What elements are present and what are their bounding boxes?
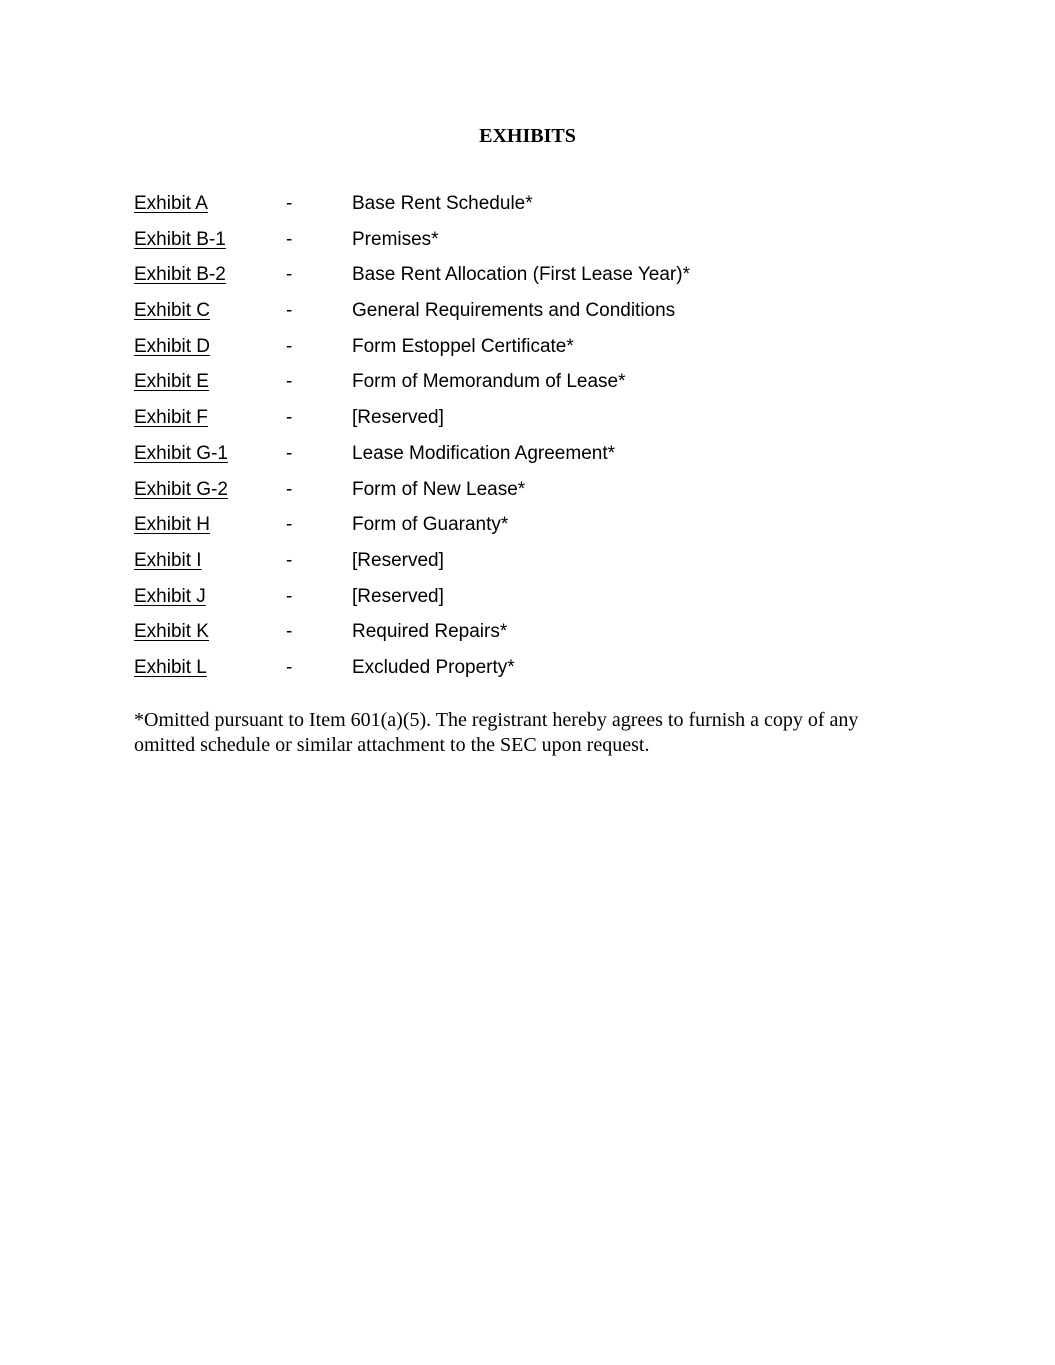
exhibit-row <box>134 475 934 511</box>
exhibit-row <box>134 332 934 368</box>
exhibit-dash: - <box>286 656 293 678</box>
exhibit-id: Exhibit G-2 <box>134 478 228 500</box>
exhibit-description: Form of Memorandum of Lease* <box>352 371 626 393</box>
exhibit-row <box>134 617 934 653</box>
exhibit-description: Form Estoppel Certificate* <box>352 335 574 357</box>
exhibit-dash: - <box>286 300 293 322</box>
exhibit-dash: - <box>286 549 293 571</box>
exhibit-row <box>134 403 934 439</box>
exhibit-list <box>134 189 934 689</box>
exhibit-id: Exhibit D <box>134 335 211 357</box>
exhibit-id: Exhibit I <box>134 549 202 571</box>
page-title: EXHIBITS <box>479 125 576 147</box>
exhibit-description: Form of Guaranty* <box>352 514 509 536</box>
exhibit-row <box>134 225 934 261</box>
exhibit-dash: - <box>286 621 293 643</box>
exhibit-description: Excluded Property* <box>352 656 515 678</box>
exhibit-dash: - <box>286 585 293 607</box>
exhibit-id: Exhibit A <box>134 193 208 214</box>
exhibit-id: Exhibit H <box>134 514 211 536</box>
exhibit-dash: - <box>286 335 293 357</box>
exhibit-description: General Requirements and Conditions <box>352 300 676 322</box>
exhibit-dash: - <box>286 478 293 500</box>
exhibit-row <box>134 367 934 403</box>
exhibit-row <box>134 439 934 475</box>
exhibit-description: Base Rent Schedule* <box>352 193 533 214</box>
exhibit-description: [Reserved] <box>352 549 444 571</box>
exhibit-row <box>134 296 934 332</box>
exhibit-id: Exhibit B-2 <box>134 264 226 286</box>
exhibit-id: Exhibit K <box>134 621 209 643</box>
exhibit-description: Required Repairs* <box>352 621 508 643</box>
exhibit-description: [Reserved] <box>352 585 444 607</box>
exhibit-id: Exhibit C <box>134 300 211 322</box>
exhibit-description: Base Rent Allocation (First Lease Year)* <box>352 264 690 286</box>
exhibit-id: Exhibit B-1 <box>134 228 226 250</box>
exhibit-id: Exhibit L <box>134 656 207 678</box>
exhibit-row <box>134 653 934 689</box>
exhibit-id: Exhibit F <box>134 407 208 429</box>
exhibit-row <box>134 582 934 618</box>
exhibit-description: Form of New Lease* <box>352 478 526 500</box>
exhibit-description: [Reserved] <box>352 407 444 429</box>
exhibit-row <box>134 510 934 546</box>
exhibit-row <box>134 189 934 225</box>
exhibit-dash: - <box>286 442 293 464</box>
exhibit-description: Premises* <box>352 228 439 250</box>
exhibit-row <box>134 260 934 296</box>
exhibit-id: Exhibit J <box>134 585 206 607</box>
exhibit-dash: - <box>286 371 293 393</box>
exhibit-dash: - <box>286 407 293 429</box>
footnote: *Omitted pursuant to Item 601(a)(5). The registrant hereby agrees to furnish a copy of any omitted schedule or similar attachment to the SEC upon request. <box>134 709 859 756</box>
exhibit-row <box>134 546 934 582</box>
exhibit-dash: - <box>286 264 293 286</box>
exhibit-dash: - <box>286 228 293 250</box>
exhibit-id: Exhibit E <box>134 371 209 393</box>
exhibit-dash: - <box>286 514 293 536</box>
exhibit-id: Exhibit G-1 <box>134 442 228 464</box>
exhibit-description: Lease Modification Agreement* <box>352 442 615 464</box>
exhibit-dash: - <box>286 193 293 214</box>
